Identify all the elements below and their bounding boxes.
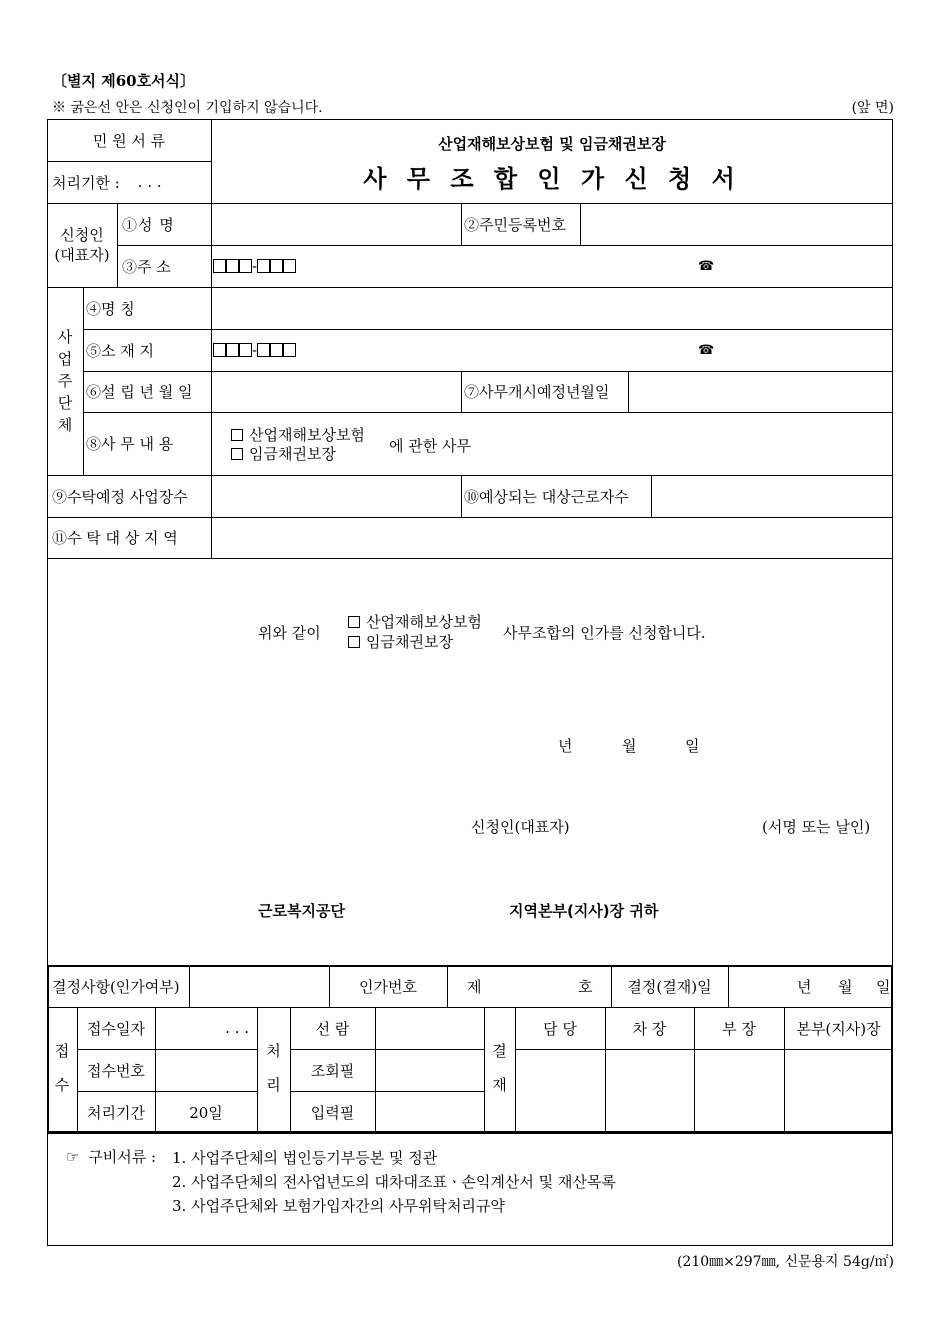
declaration-suffix: 사무조합의 인가를 신청합니다. [503,623,706,642]
approval-col-deputy: 차 장 [632,1019,667,1038]
date-month-label: 월 [622,737,637,755]
attachment-item: 2. 사업주단체의 전사업년도의 대차대조표ㆍ손익계산서 및 재산목록 [172,1173,616,1191]
approval-no-prefix: 제 [467,977,482,996]
recipient-title: 지역본부(지사)장 귀하 [509,902,659,920]
decision-year: 년 [797,977,812,996]
date-year-label: 년 [558,737,573,755]
approval-col-manager: 부 장 [722,1019,756,1038]
review-label: 선 람 [315,1019,350,1038]
declaration-prefix: 위와 같이 [258,623,321,642]
location-postcode-separator: - [252,341,258,359]
attachments-label: 구비서류 : [88,1148,157,1166]
checkbox-declaration-industrial[interactable] [348,616,360,628]
receipt-group-label: 접 수 [54,1042,70,1094]
date-day-label: 일 [685,737,700,755]
approval-no-label: 인가번호 [359,977,417,996]
input-done-label: 입력필 [310,1103,355,1122]
declaration-option-wage[interactable]: 임금채권보장 [348,632,482,652]
deadline-field [52,161,211,203]
business-group-label: 사 업 주 단 체 [57,328,73,434]
inquiry-label: 조회필 [310,1061,355,1080]
address-input[interactable] [213,245,693,287]
attachments-heading [66,1146,156,1167]
rrn-input[interactable] [580,203,893,245]
applicant-sign-label: 신청인(대표자) [471,818,570,836]
approval-group-label: 결 재 [492,1042,507,1094]
checkbox-declaration-wage[interactable] [348,636,360,648]
applicant-group-label: 신청인 [60,226,104,244]
page-side-label: (앞 면) [851,100,894,116]
receipt-number-input[interactable] [155,1049,257,1091]
name-input[interactable] [211,203,461,245]
form-number: 〔별지 제60호서식〕 [52,72,196,90]
location-input[interactable] [213,329,693,371]
est-date-input[interactable] [211,371,461,412]
declaration-options [348,612,482,652]
receipt-date-dots: . . . [225,1019,249,1037]
start-date-input[interactable] [628,371,893,412]
entrusted-area-label: ⑪수 탁 대 상 지 역 [52,529,178,547]
approval-col-staff: 담 당 [543,1019,577,1038]
decision-date-label: 결정(결재)일 [627,977,712,996]
processing-period-label: 처리기간 [87,1103,145,1122]
decision-month: 월 [838,977,853,996]
declaration-option-industrial[interactable]: 산업재해보상보험 [348,612,482,632]
approval-col-director: 본부(지사)장 [796,1019,881,1038]
recipient-org: 근로복지공단 [258,902,345,920]
rrn-label: ②주민등록번호 [464,215,566,234]
form-subtitle: 산업재해보상보험 및 임금채권보장 [438,134,666,153]
duties-option-industrial[interactable]: 산업재해보상보험 [231,426,365,445]
deadline-dots: . . . [137,173,162,191]
location-phone-icon: ☎ [698,342,715,358]
applicant-group-sublabel: (대표자) [54,246,110,264]
duties-option-wage[interactable]: 임금채권보장 [231,445,365,464]
notice-text: ※ 굵은선 안은 신청인이 기입하지 않습니다. [52,100,323,116]
duties-options [231,426,365,464]
applicant-group [47,225,117,265]
signature-label: (서명 또는 날인) [762,818,871,836]
org-name-label: ④명 칭 [86,299,135,318]
deadline-label: 처리기한 : [52,173,120,192]
location-label: ⑤소 재 지 [86,341,155,360]
attachment-item: 3. 사업주단체와 보험가입자간의 사무위탁처리규약 [172,1197,505,1215]
checkbox-industrial[interactable] [231,429,243,441]
paper-spec: (210㎜×297㎜, 신문용지 54g/㎡) [676,1254,894,1270]
processing-period-value: 20일 [189,1103,223,1122]
processing-group-label: 처 리 [266,1042,281,1094]
attachment-item: 1. 사업주단체의 법인등기부등본 및 정관 [172,1149,438,1167]
receipt-number-label: 접수번호 [87,1061,145,1080]
doc-type-label: 민 원 서 류 [92,131,166,150]
decision-label: 결정사항(인가여부) [52,977,180,996]
decision-day: 일 [876,977,891,996]
expected-workers-input[interactable] [651,475,893,517]
entrusted-count-input[interactable] [211,475,461,517]
pointing-hand-icon: ☞ [66,1148,80,1166]
receipt-date-label: 접수일자 [87,1019,145,1038]
approval-no-suffix: 호 [578,977,593,996]
start-date-label: ⑦사무개시예정년월일 [464,383,610,401]
org-name-input[interactable] [211,287,893,329]
attachments-list [172,1146,616,1218]
form-title: 사 무 조 합 인 가 신 청 서 [363,164,741,193]
entrusted-count-label: ⑨수탁예정 사업장수 [52,487,188,506]
phone-icon: ☎ [698,258,715,274]
entrusted-area-input[interactable] [211,517,893,558]
checkbox-wage[interactable] [231,448,243,460]
est-date-label: ⑥설 립 년 월 일 [86,383,193,401]
duties-suffix: 에 관한 사무 [389,436,471,455]
address-label: ③주 소 [122,257,171,276]
decision-input[interactable] [189,965,329,1007]
duties-label: ⑧사 무 내 용 [86,435,174,453]
expected-workers-label: ⑩예상되는 대상근로자수 [464,487,629,506]
name-label: ①성 명 [122,215,175,234]
postcode-separator: - [252,257,258,275]
